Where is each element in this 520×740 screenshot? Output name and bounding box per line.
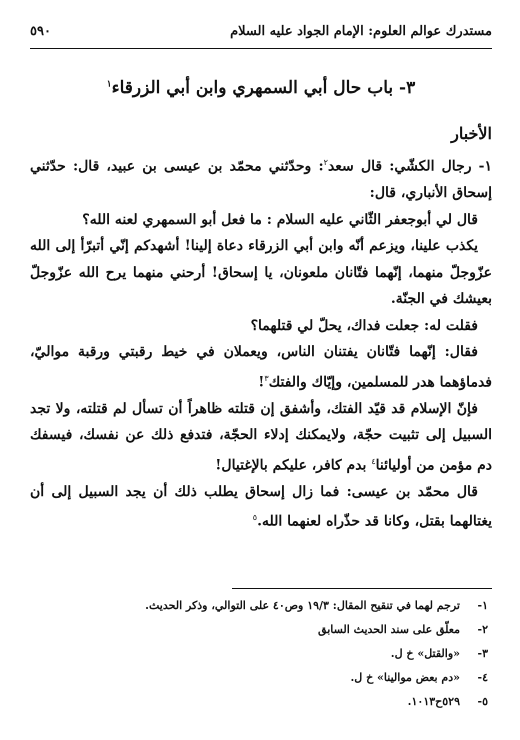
footnote-marker-4: ٤ [371, 456, 376, 466]
footnote [30, 694, 492, 718]
footnote-number: ٥- [477, 695, 488, 708]
running-header [30, 24, 492, 44]
footnote-text: «دم بعض موالينا» خ ل. [350, 671, 460, 684]
footnote-marker-5: ٥ [252, 513, 258, 523]
section-heading: الأخبار [451, 124, 492, 143]
header-rule [30, 48, 492, 49]
paragraph-6-text: فإنّ الإسلام قد قيّد الفتك، وأشفق إن قتلته ظاهراً أن تسأل لم قتلته، ولا تجد السبيل إلى تثبيت حجّة، ولايمكنك إدلاء الحجّة، فتدفع ذلك عن نفسك، فيسفك دم مؤمن من أوليائنا [30, 400, 492, 474]
footnote-rule [232, 588, 492, 589]
footnotes [30, 598, 492, 718]
running-header-title: مستدرك عوالم العلوم: الإمام الجواد عليه السلام [230, 24, 492, 39]
footnote-marker-2: ٢ [323, 158, 328, 167]
footnote-text: معلّق على سند الحديث السابق [318, 623, 460, 636]
paragraph-1 [30, 150, 492, 207]
chapter-title-text: ٣- باب حال أبي السمهري وابن أبي الزرقاء [111, 78, 416, 98]
footnote-marker-3: ٣ [264, 373, 269, 383]
paragraph-3: يكذب علينا، ويزعم أنّه وابن أبي الزرقاء دعاة إلينا! أشهدكم إنّي أتبرّأ إلى الله عزّوجلّ منهما، إنّهما فتّانان ملعونان، يا إسحاق! أرحني منهما يرح الله عزّوجلّ بعيشك في الجنّة. [30, 238, 492, 308]
footnote-number: ١- [477, 599, 488, 612]
paragraph-6 [30, 396, 492, 479]
footnote [30, 598, 492, 622]
paragraph-7 [30, 479, 492, 536]
footnote [30, 622, 492, 646]
footnote-number: ٢- [477, 623, 488, 636]
footnote-text: ٥٢٩ح١٠١٣. [407, 695, 460, 708]
footnote-text: «والقتل» خ ل. [390, 647, 460, 660]
footnote-number: ٣- [477, 647, 488, 660]
page-number: ٥٩٠ [30, 24, 51, 39]
paragraph-2: قال لي أبوجعفر الثّاني عليه السلام : ما فعل أبو السمهري لعنه الله؟ [82, 211, 478, 228]
paragraph-5-end: ! [258, 374, 265, 391]
paragraph-4: فقلت له: جعلت فداك، يحلّ لي قتلهما؟ [250, 317, 478, 334]
paragraph-5 [30, 339, 492, 396]
footnote-number: ٤- [477, 671, 488, 684]
chapter-title [30, 78, 492, 98]
paragraph-1-rest: : وحدّثني محمّد بن عيسى بن عبيد، قال: حدّثني إسحاق الأنباري، قال: [30, 158, 492, 202]
paragraph-5-text: فقال: إنّهما فتّانان يفتنان الناس، ويعملان في خيط رقبتي ورقبة مواليّ، فدماؤهما هدر للمسلمين، وإيّاك والفتك [30, 344, 492, 391]
paragraph-6-end: بدم كافر، عليكم بالإغتيال! [215, 457, 372, 474]
footnote [30, 646, 492, 670]
chapter-footnote-marker: ١ [106, 79, 112, 90]
footnote-text: ترجم لهما في تنقيح المقال: ١٩/٣ وص٤٠ على التوالي، وذكر الحديث. [145, 599, 460, 612]
paragraph-1-lead: ١- رجال الكشّي: قال سعد [327, 158, 492, 175]
footnote [30, 670, 492, 694]
paragraph-7-text: قال محمّد بن عيسى: فما زال إسحاق يطلب ذلك أن يجد السبيل إلى أن يغتالهما بقتل، وكانا قد حذّراه لعنهما الله. [30, 483, 492, 531]
body-text [30, 150, 492, 536]
